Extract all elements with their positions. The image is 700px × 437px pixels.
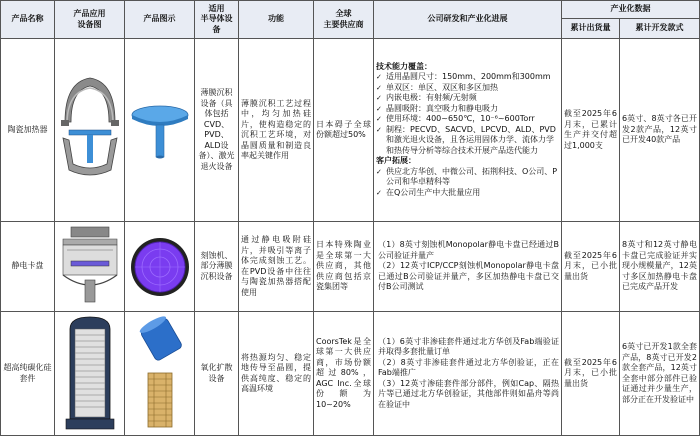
list-item: ✓ 使用环境：400~650℃，10⁻⁶~600Torr [376,114,559,125]
chuck-product-image [125,222,195,312]
list-item: ✓ 内嵌电极：有射频/无射频 [376,93,559,104]
heater-equipment-diagram [55,39,125,222]
ceramic-heater-icon [128,95,192,165]
list-item: ✓ 晶圆吸附：真空吸力和静电吸力 [376,104,559,115]
header-shipments: 累计出货量 [562,19,620,39]
chuck-equipment-diagram [55,222,125,312]
list-item: （2）8英寸非渗硅套件通过北方华创验证，正在Fab端推广 [378,357,559,378]
sic-parts-icon [130,315,190,433]
product-name-heater: 陶瓷加热器 [1,39,55,222]
function-heater: 薄膜沉积工艺过程中，均匀加热硅片，使构造稳定的沉积工艺环境，对晶圆质量和制造良率起关键作用 [239,39,314,222]
table-row [1,39,700,222]
header-function: 功能 [239,1,314,39]
diffusion-furnace-icon [62,315,118,433]
list-item: ✓ 在Q公司生产中大批量应用 [376,188,559,199]
equipment-sic: 氧化扩散设备 [195,312,239,436]
header-development: 累计开发款式 [620,19,700,39]
development-chuck: 8英寸和12英寸静电卡盘已完成验证并实现小规模量产，12英寸多区加热静电卡盘已完成产品开发 [620,222,700,312]
list-item: ✓ 制程：PECVD、SACVD、LPCVD、ALD、PVD和激光退火设备，且各运用固体力学、流体力学和热传导分析等综合技术开展产品迭代能力 [376,125,559,157]
list-item: ✓ 单双区：单区、双区和多区加热 [376,83,559,94]
shipments-sic: 截至2025年6月末，已小批量出货 [562,312,620,436]
header-diagram: 产品应用 设备图 [55,1,125,39]
development-heater: 6英寸、8英寸各已开发2款产品，12英寸已开发40款产品 [620,39,700,222]
header-equipment: 适用 半导体设 备 [195,1,239,39]
header-progress: 公司研发和产业化进展 [374,1,562,39]
development-sic: 6英寸已开发1款全套产品，8英寸已开发2款全套产品，12英寸全套中部分部件已验证通过并少量生产，部分正在开发验证中 [620,312,700,436]
sic-product-image [125,312,195,436]
progress-chuck [374,222,562,312]
header-product-name: 产品名称 [1,1,55,39]
sic-equipment-diagram [55,312,125,436]
table-row [1,312,700,436]
heater-product-image [125,39,195,222]
table-row [1,222,700,312]
equipment-chuck: 刻蚀机、部分薄膜沉积设备 [195,222,239,312]
supplier-sic: CoorsTek是全球第一大供应商，市场份额超过80%，AGC Inc.全球份额为10~20% [314,312,374,436]
chamber-diagram-icon [57,60,123,200]
header-product-image: 产品图示 [125,1,195,39]
progress-heater: 技术能力覆盖： ✓ 适用晶圆尺寸：150mm、200mm和300mm ✓ 单双区：单区、双区和多区加热 ✓ 内嵌电极：有射频/无射频 ✓ 晶圆吸附：真空吸力和静电吸力 ✓ 使用环境：400~650℃，10⁻⁶~600Torr ✓ 制程：PECVD、SACVD、LPCVD、ALD、PVD和激光退火设备，且各运用固体力学、流体力学和热传导分析等综合技术开展产品迭代能力 客户拓展： ✓ 供应北方华创、中微公司、拓荆科技、O公司、P公司和华卓精科等 ✓ 在Q公司生产中大批量应用 [374,39,562,222]
list-item: ✓ 供应北方华创、中微公司、拓荆科技、O公司、P公司和华卓精科等 [376,167,559,188]
equipment-heater: 薄膜沉积设备（具体包括CVD、PVD、ALD设备）、激光退火设备 [195,39,239,222]
shipments-chuck: 截至2025年6月末，已小批量出货 [562,222,620,312]
header-supplier: 全球 主要供应商 [314,1,374,39]
list-item: （1）6英寸非渗硅套件通过北方华创及Fab端验证并取得多套批量订单 [378,336,559,357]
electrostatic-chuck-icon [129,234,191,300]
function-chuck: 通过静电吸附硅片，并吸引等离子体完成刻蚀工艺。在PVD设备中往往与陶瓷加热器搭配使用 [239,222,314,312]
list-item: （2）12英寸ICP/CCP刻蚀机Monopolar静电卡盘已通过B公司验证并量产，多区加热静电卡盘已交付B公司测试 [378,261,559,292]
list-item: （1）8英寸刻蚀机Monopolar静电卡盘已经通过B公司验证并量产 [378,240,559,260]
header-industrial-data: 产业化数据 [562,1,700,19]
progress-sic [374,312,562,436]
function-sic: 将热源均匀、稳定地传导至晶圆，提供高纯度、稳定的高温环境 [239,312,314,436]
etch-chamber-icon [57,225,123,309]
supplier-heater: 日本碍子全球份额超过50% [314,39,374,222]
product-name-chuck: 静电卡盘 [1,222,55,312]
supplier-chuck: 日本特殊陶业是全球第一大供应商，其他供应商包括京瓷集团等 [314,222,374,312]
product-name-sic: 超高纯碳化硅套件 [1,312,55,436]
list-item: （3）12英寸渗硅套件部分部件，例如Cap、隔热片等已通过北方华创验证，其他部件则如晶舟等尚在验证中 [378,378,559,409]
shipments-heater: 截至2025年6月末，已累计生产并交付超过1,000支 [562,39,620,222]
list-item: ✓ 适用晶圆尺寸：150mm、200mm和300mm [376,72,559,83]
